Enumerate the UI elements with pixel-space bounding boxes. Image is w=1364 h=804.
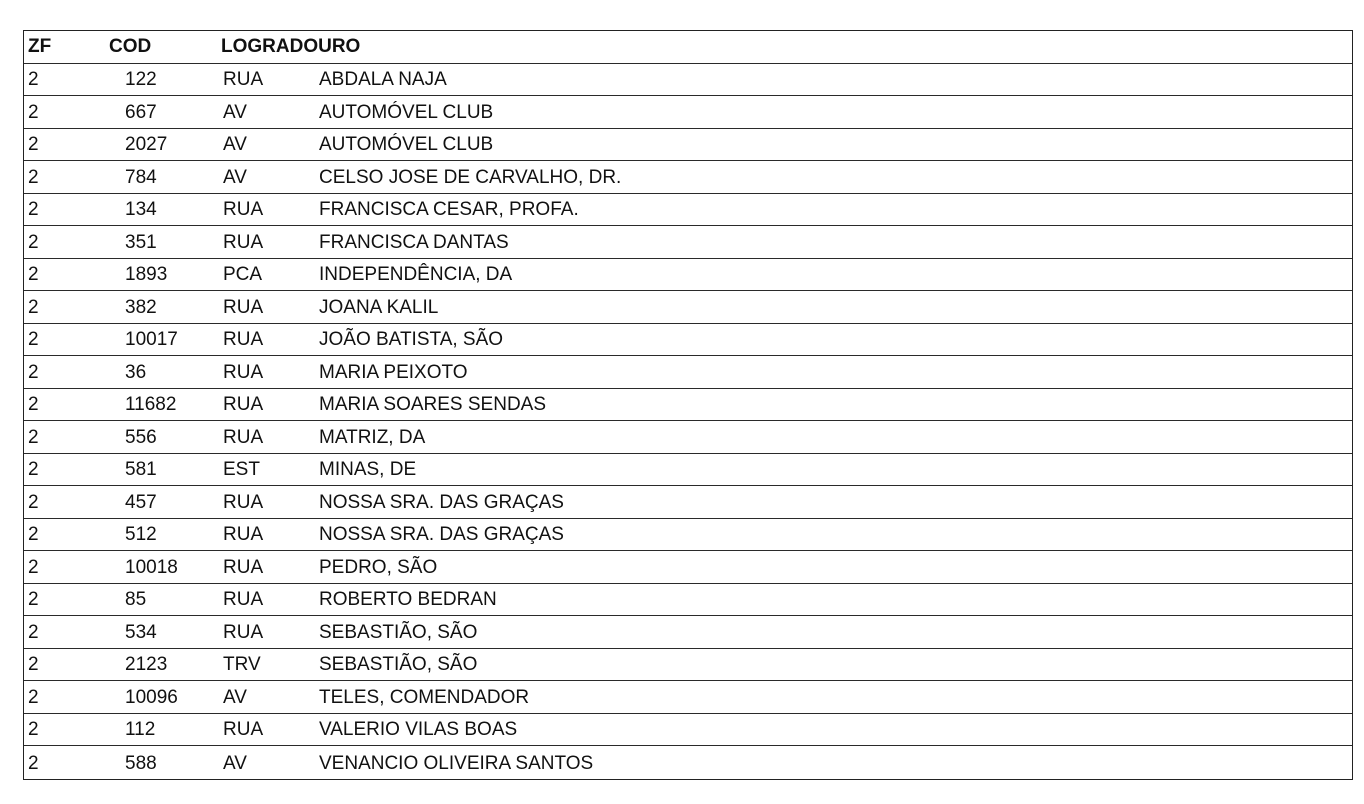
cell-zf: 2 <box>28 524 39 545</box>
cell-nome: SEBASTIÃO, SÃO <box>319 654 478 675</box>
table-row <box>24 421 1352 454</box>
cell-tipo: RUA <box>223 329 264 350</box>
cell-tipo: RUA <box>223 524 264 545</box>
table-row <box>24 161 1352 194</box>
cell-zf: 2 <box>28 426 39 448</box>
cell-zf: 2 <box>28 654 39 675</box>
cell-nome: PEDRO, SÃO <box>319 556 438 578</box>
cell-nome: FRANCISCA CESAR, PROFA. <box>319 199 579 220</box>
cell-zf: 2 <box>28 231 39 253</box>
cell-nome: ABDALA NAJA <box>319 69 447 90</box>
cell-cod: 667 <box>125 101 157 123</box>
cell-cod: 11682 <box>125 394 177 415</box>
cell-cod: 10096 <box>125 686 178 708</box>
cell-nome: JOÃO BATISTA, SÃO <box>319 329 504 350</box>
cell-cod: 122 <box>125 69 157 90</box>
cell-nome: VENANCIO OLIVEIRA SANTOS <box>319 752 594 774</box>
cell-zf: 2 <box>28 264 39 285</box>
table-row <box>24 291 1352 324</box>
cell-nome: SEBASTIÃO, SÃO <box>319 621 478 643</box>
table-row <box>24 454 1352 487</box>
cell-zf: 2 <box>28 719 39 740</box>
header-cod: COD <box>109 35 152 57</box>
table-row <box>24 356 1352 389</box>
table-row <box>24 551 1352 584</box>
cell-nome: NOSSA SRA. DAS GRAÇAS <box>319 491 564 513</box>
table-row <box>24 259 1352 292</box>
cell-zf: 2 <box>28 166 39 188</box>
cell-tipo: RUA <box>223 394 264 415</box>
cell-cod: 1893 <box>125 264 168 285</box>
header-zf: ZF <box>28 35 52 57</box>
cell-tipo: EST <box>223 459 260 480</box>
cell-cod: 581 <box>125 459 157 480</box>
cell-zf: 2 <box>28 361 39 383</box>
cell-cod: 2123 <box>125 654 168 675</box>
cell-nome: MARIA PEIXOTO <box>319 361 468 383</box>
cell-tipo: RUA <box>223 589 264 610</box>
cell-nome: NOSSA SRA. DAS GRAÇAS <box>319 524 564 545</box>
cell-nome: INDEPENDÊNCIA, DA <box>319 264 513 285</box>
cell-zf: 2 <box>28 686 39 708</box>
table-row <box>24 616 1352 649</box>
cell-cod: 534 <box>125 621 157 643</box>
table-row <box>24 324 1352 357</box>
cell-zf: 2 <box>28 459 39 480</box>
cell-tipo: RUA <box>223 296 264 318</box>
cell-zf: 2 <box>28 556 39 578</box>
cell-nome: MARIA SOARES SENDAS <box>319 394 547 415</box>
table-header <box>24 31 1352 64</box>
cell-zf: 2 <box>28 394 39 415</box>
cell-zf: 2 <box>28 752 39 774</box>
cell-cod: 85 <box>125 589 147 610</box>
table-row <box>24 519 1352 552</box>
cell-cod: 382 <box>125 296 157 318</box>
cell-zf: 2 <box>28 491 39 513</box>
cell-tipo: AV <box>223 166 247 188</box>
cell-tipo: RUA <box>223 491 264 513</box>
cell-tipo: AV <box>223 101 247 123</box>
table-row <box>24 96 1352 129</box>
cell-tipo: RUA <box>223 621 264 643</box>
cell-cod: 588 <box>125 752 157 774</box>
table-row <box>24 681 1352 714</box>
cell-tipo: RUA <box>223 361 264 383</box>
cell-tipo: AV <box>223 686 247 708</box>
cell-nome: AUTOMÓVEL CLUB <box>319 134 494 155</box>
cell-zf: 2 <box>28 589 39 610</box>
cell-cod: 10017 <box>125 329 178 350</box>
cell-tipo: RUA <box>223 556 264 578</box>
cell-zf: 2 <box>28 134 39 155</box>
table-row <box>24 194 1352 227</box>
table-body <box>24 64 1352 779</box>
cell-zf: 2 <box>28 101 39 123</box>
cell-cod: 2027 <box>125 134 168 155</box>
cell-cod: 784 <box>125 166 157 188</box>
cell-cod: 457 <box>125 491 157 513</box>
cell-tipo: TRV <box>223 654 261 675</box>
table-row <box>24 226 1352 259</box>
table-row <box>24 64 1352 97</box>
cell-cod: 112 <box>125 719 156 740</box>
cell-tipo: RUA <box>223 199 264 220</box>
cell-nome: JOANA KALIL <box>319 296 439 318</box>
cell-tipo: AV <box>223 752 247 774</box>
table-row <box>24 129 1352 162</box>
cell-cod: 556 <box>125 426 157 448</box>
table-row <box>24 584 1352 617</box>
cell-cod: 512 <box>125 524 157 545</box>
cell-nome: FRANCISCA DANTAS <box>319 231 509 253</box>
cell-zf: 2 <box>28 69 39 90</box>
logradouro-table <box>23 30 1353 780</box>
cell-nome: CELSO JOSE DE CARVALHO, DR. <box>319 166 622 188</box>
cell-nome: MATRIZ, DA <box>319 426 426 448</box>
cell-nome: ROBERTO BEDRAN <box>319 589 497 610</box>
cell-nome: AUTOMÓVEL CLUB <box>319 101 494 123</box>
cell-zf: 2 <box>28 296 39 318</box>
cell-tipo: AV <box>223 134 247 155</box>
cell-zf: 2 <box>28 199 39 220</box>
cell-zf: 2 <box>28 621 39 643</box>
table-row <box>24 389 1352 422</box>
cell-zf: 2 <box>28 329 39 350</box>
cell-tipo: PCA <box>223 264 263 285</box>
table-row <box>24 486 1352 519</box>
cell-tipo: RUA <box>223 69 264 90</box>
cell-cod: 351 <box>125 231 157 253</box>
cell-nome: VALERIO VILAS BOAS <box>319 719 518 740</box>
cell-cod: 10018 <box>125 556 178 578</box>
cell-tipo: RUA <box>223 719 264 740</box>
cell-nome: TELES, COMENDADOR <box>319 686 530 708</box>
header-logradouro: LOGRADOURO <box>221 35 361 57</box>
table-row <box>24 649 1352 682</box>
cell-tipo: RUA <box>223 231 264 253</box>
table-row <box>24 714 1352 747</box>
cell-cod: 134 <box>125 199 157 220</box>
cell-nome: MINAS, DE <box>319 459 417 480</box>
cell-tipo: RUA <box>223 426 264 448</box>
table-row <box>24 746 1352 779</box>
cell-cod: 36 <box>125 361 147 383</box>
